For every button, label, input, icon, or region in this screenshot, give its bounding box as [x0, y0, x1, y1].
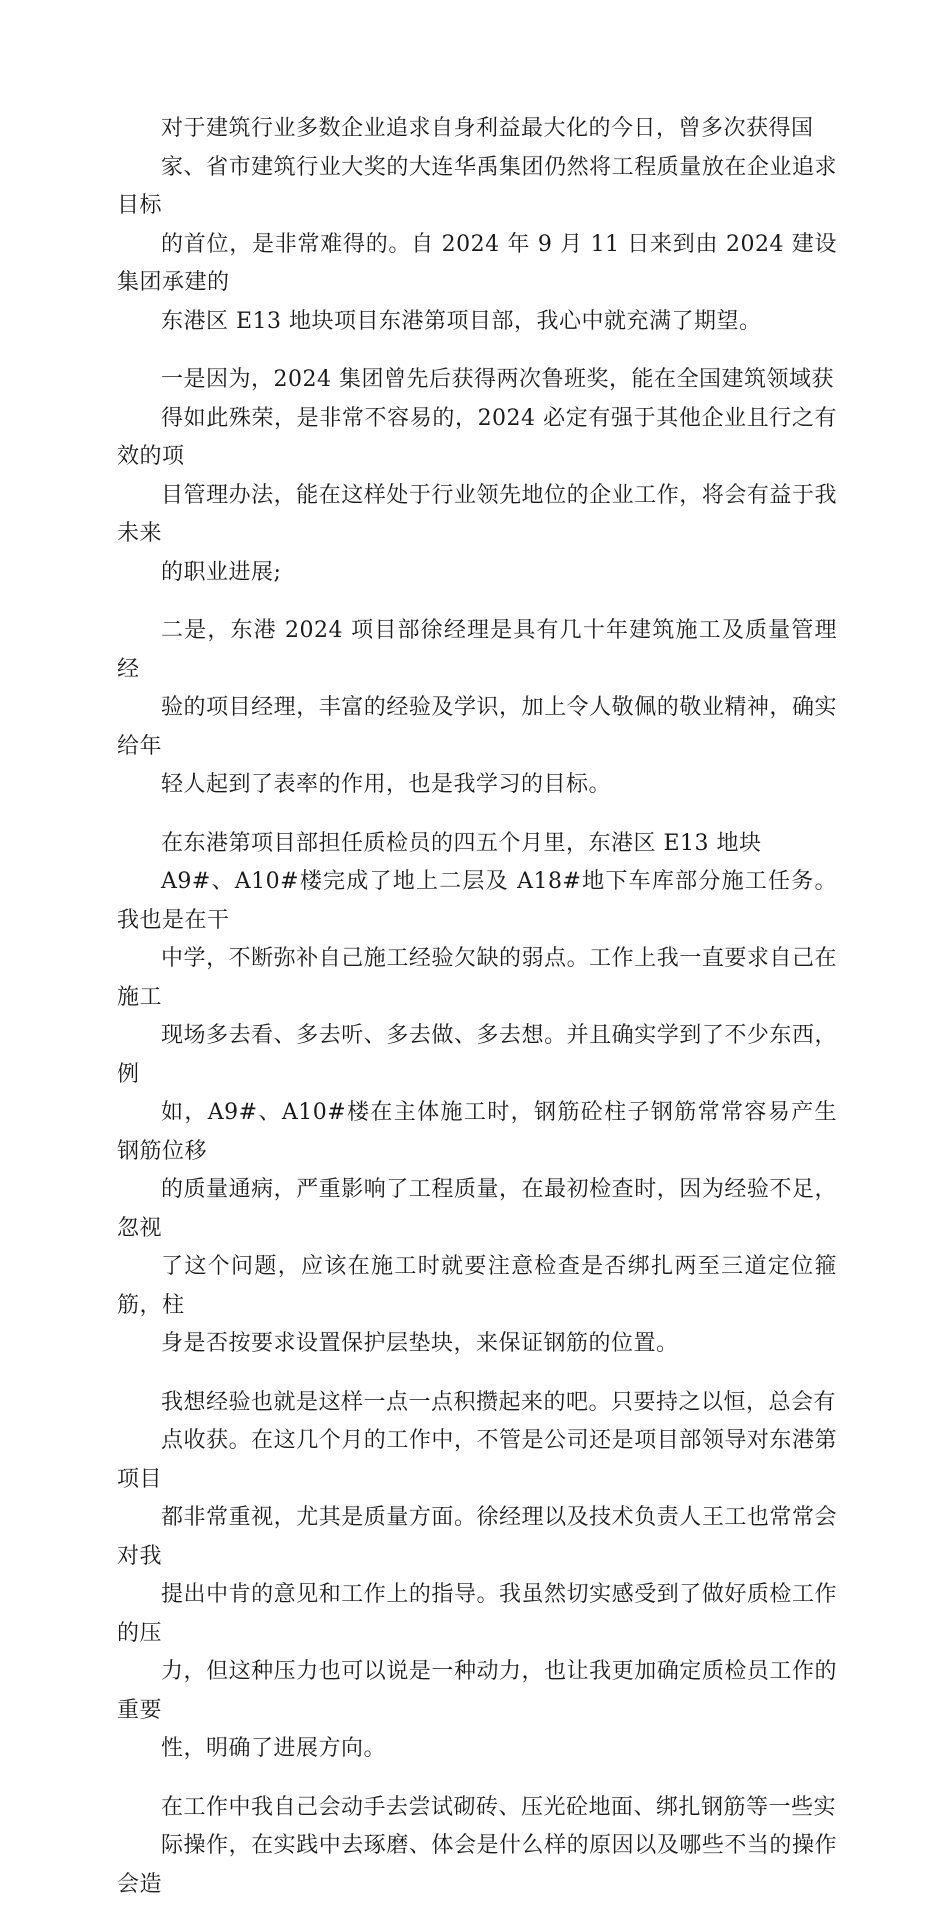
text-line: 对于建筑行业多数企业追求自身利益最大化的今日，曾多次获得国 — [161, 116, 814, 141]
paragraph-4 — [117, 825, 837, 1364]
paragraph-5 — [117, 1384, 837, 1769]
text-line: 我想经验也就是这样一点一点积攒起来的吧。只要持之以恒，总会有 — [161, 1389, 837, 1415]
text-line: 的职业进展; — [161, 559, 282, 585]
text-line: 轻人起到了表率的作用，也是我学习的目标。 — [161, 772, 612, 797]
text-line: 中学，不断弥补自己施工经验欠缺的弱点。工作上我一直要求自己在施工 — [117, 946, 837, 1010]
text-line: 在工作中我自己会动手去尝试砌砖、压光砼地面、绑扎钢筋等一些实 — [161, 1794, 837, 1820]
document-body — [117, 110, 837, 1924]
text-line: 点收获。在这几个月的工作中，不管是公司还是项目部领导对东港第项目 — [117, 1428, 837, 1492]
paragraph-2 — [117, 361, 837, 592]
text-line: 了这个问题，应该在施工时就要注意检查是否绑扎两至三道定位箍筋，柱 — [117, 1254, 837, 1318]
text-line: 的首位，是非常难得的。自 2024 年 9 月 11 日来到由 2024 建设集团承建的 — [117, 231, 837, 295]
text-line: 现场多去看、多去听、多去做、多去想。并且确实学到了不少东西，例 — [117, 1023, 837, 1087]
paragraph-1 — [117, 110, 837, 341]
text-line: A9#、A10#楼完成了地上二层及 A18#地下车库部分施工任务。我也是在干 — [117, 869, 837, 933]
text-line: 目管理办法，能在这样处于行业领先地位的企业工作，将会有益于我未来 — [117, 482, 837, 546]
text-line: 验的项目经理，丰富的经验及学识，加上令人敬佩的敬业精神，确实给年 — [117, 695, 837, 759]
text-line: 际操作，在实践中去琢磨、体会是什么样的原因以及哪些不当的操作会造 — [117, 1833, 837, 1897]
paragraph-3 — [117, 612, 837, 805]
text-line: 力，但这种压力也可以说是一种动力，也让我更加确定质检员工作的重要 — [117, 1659, 837, 1723]
text-line: 家、省市建筑行业大奖的大连华禹集团仍然将工程质量放在企业追求目标 — [117, 154, 837, 218]
text-line: 提出中肯的意见和工作上的指导。我虽然切实感受到了做好质检工作的压 — [117, 1582, 837, 1646]
text-line: 身是否按要求设置保护层垫块，来保证钢筋的位置。 — [161, 1331, 679, 1356]
text-line: 二是，东港 2024 项目部徐经理是具有几十年建筑施工及质量管理经 — [117, 618, 837, 682]
text-line: 的质量通病，严重影响了工程质量，在最初检查时，因为经验不足，忽视 — [117, 1177, 837, 1241]
text-line: 东港区 E13 地块项目东港第项目部，我心中就充满了期望。 — [161, 308, 762, 334]
text-line: 如，A9#、A10#楼在主体施工时，钢筋砼柱子钢筋常常容易产生钢筋位移 — [117, 1100, 837, 1164]
text-line: 在东港第项目部担任质检员的四五个月里，东港区 E13 地块 — [161, 830, 762, 856]
text-line: 性，明确了进展方向。 — [161, 1736, 387, 1761]
text-line: 一是因为，2024 集团曾先后获得两次鲁班奖，能在全国建筑领域获 — [161, 367, 834, 392]
text-line: 得如此殊荣，是非常不容易的，2024 必定有强于其他企业且行之有效的项 — [117, 405, 837, 469]
paragraph-6 — [117, 1789, 837, 1905]
text-line: 都非常重视，尤其是质量方面。徐经理以及技术负责人王工也常常会对我 — [117, 1505, 837, 1569]
